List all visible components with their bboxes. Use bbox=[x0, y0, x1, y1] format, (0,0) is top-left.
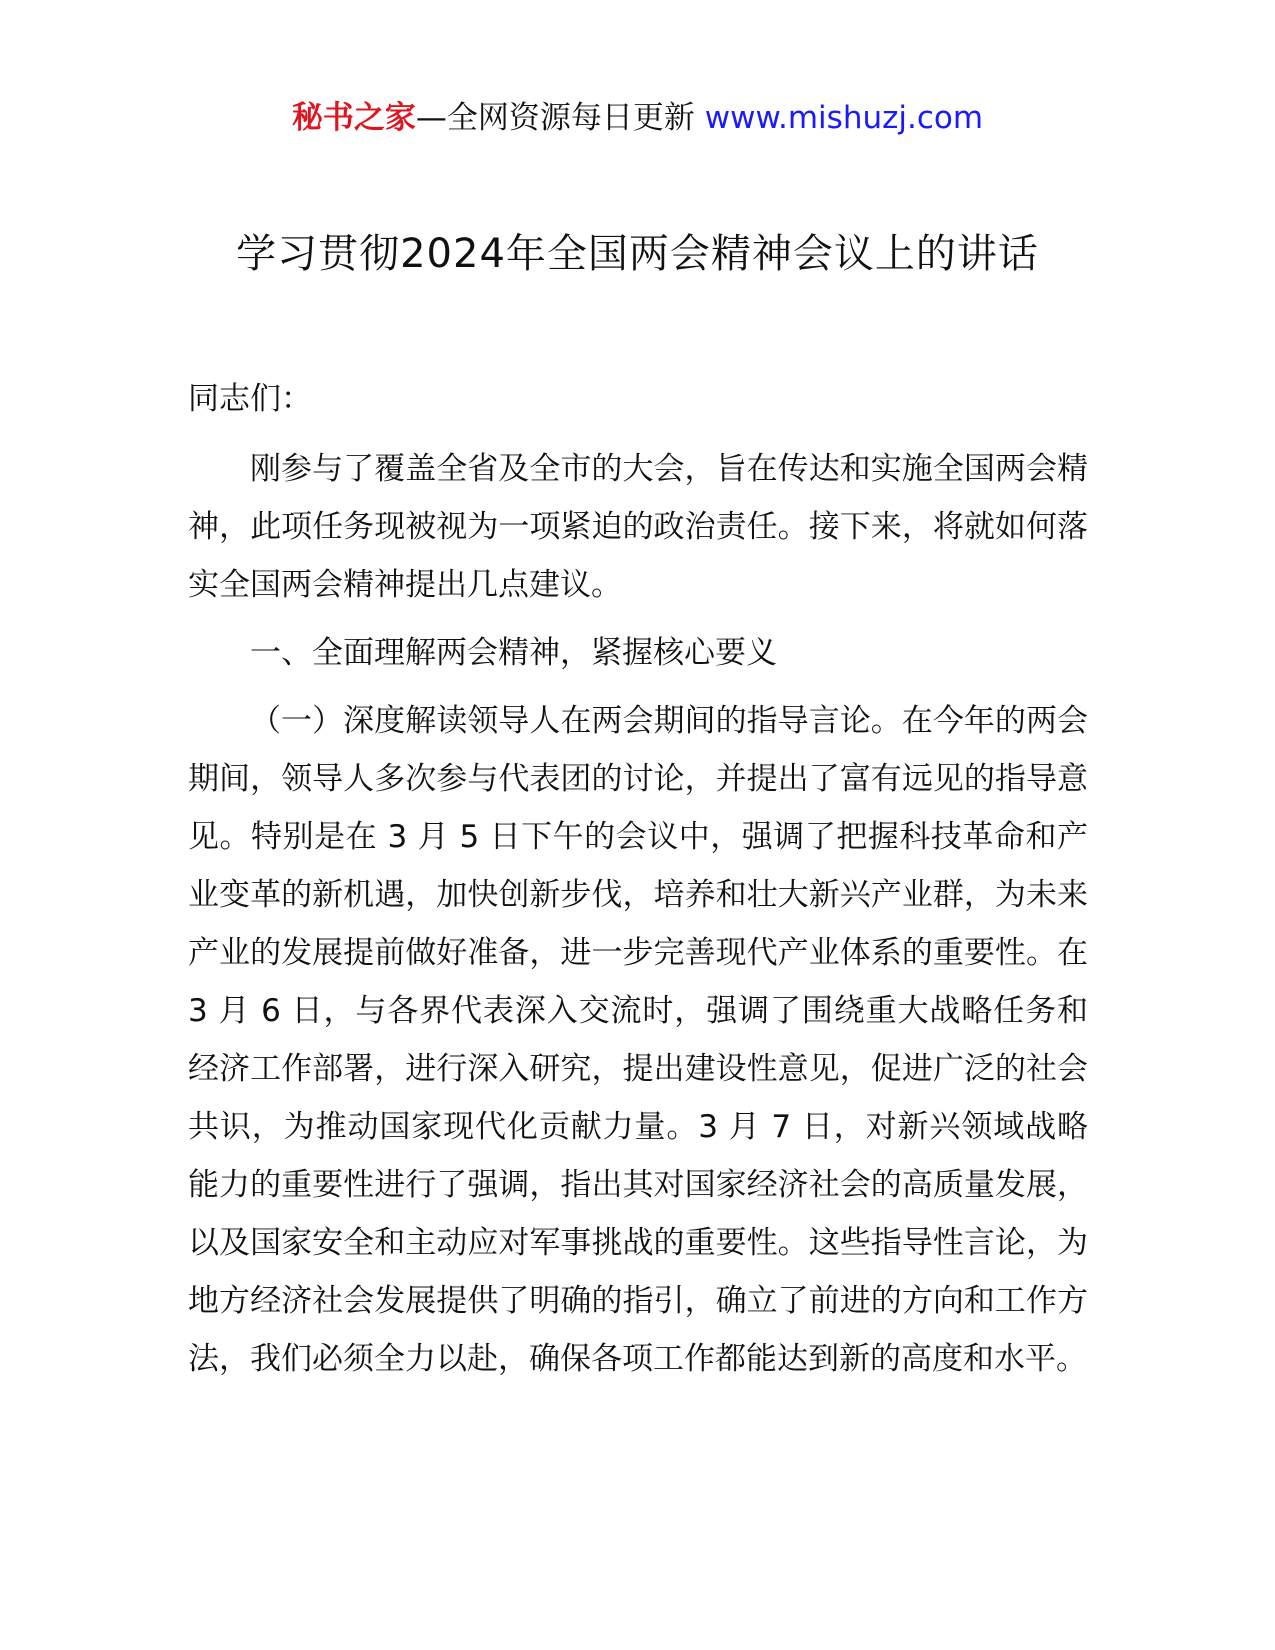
paragraph-intro: 刚参与了覆盖全省及全市的大会，旨在传达和实施全国两会精神，此项任务现被视为一项紧迫的政治责任。接下来，将就如何落实全国两会精神提出几点建议。 bbox=[188, 451, 1088, 603]
section-heading-1: 一、全面理解两会精神，紧握核心要义 bbox=[250, 635, 777, 671]
site-url-link[interactable]: www.mishuzj.com bbox=[704, 100, 984, 136]
salutation: 同志们： bbox=[188, 381, 312, 417]
site-header bbox=[0, 98, 1275, 138]
header-tagline: —全网资源每日更新 bbox=[415, 100, 705, 136]
document-title: 学习贯彻2024年全国两会精神会议上的讲话 bbox=[236, 231, 1039, 277]
brand-name: 秘书之家 bbox=[291, 100, 416, 136]
document-body bbox=[188, 370, 1088, 1398]
paragraph-section-1-1: （一）深度解读领导人在两会期间的指导言论。在今年的两会期间，领导人多次参与代表团的讨论，并提出了富有远见的指导意见。特别是在 3 月 5 日下午的会议中，强调了把握科技革命和产业变革的新机遇，加快创新步伐，培养和壮大新兴产业群，为未来产业的发展提前做好准备，进一步完善现代产业体系的重要性。在 3 月 6 日，与各界代表深入交流时，强调了围绕重大战略任务和经济工作部署，进行深入研究，提出建设性意见，促进广泛的社会共识，为推动国家现代化贡献力量。3 月 7 日，对新兴领域战略能力的重要性进行了强调，指出其对国家经济社会的高质量发展，以及国家安全和主动应对军事挑战的重要性。这些指导性言论，为地方经济社会发展提供了明确的指引，确立了前进的方向和工作方法，我们必须全力以赴，确保各项工作都能达到新的高度和水平。 bbox=[188, 703, 1088, 1377]
